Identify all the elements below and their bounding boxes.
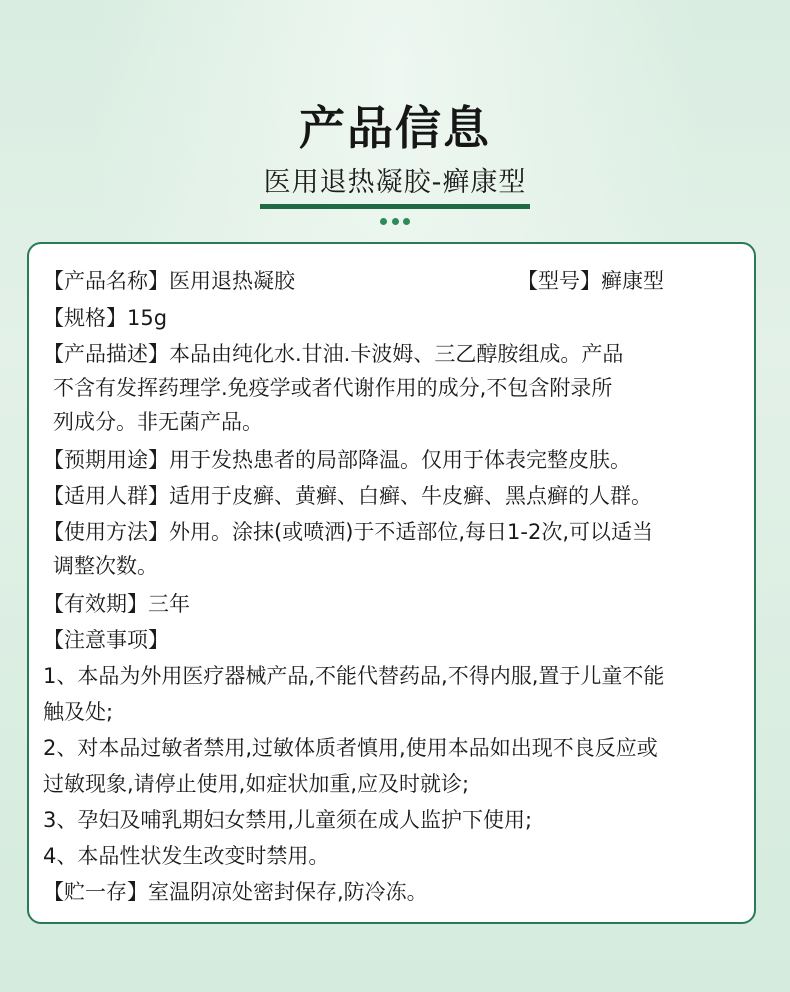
product-subtitle (260, 160, 531, 203)
subtitle-container (0, 160, 790, 203)
intended-use-value: 用于发热患者的局部降温。仅用于体表完整皮肤。 (169, 448, 631, 472)
dot-icon (392, 218, 399, 225)
validity-value: 三年 (148, 592, 190, 616)
applicable-crowd-row (43, 481, 652, 511)
decorative-dots (380, 218, 410, 226)
spec-row (43, 303, 167, 333)
note-2-line-1: 2、对本品过敏者禁用,过敏体质者慎用,使用本品如出现不良反应或 (43, 736, 658, 760)
applicable-crowd-value: 适用于皮癣、黄癣、白癣、牛皮癣、黑点癣的人群。 (169, 484, 652, 508)
note-2-line-2: 过敏现象,请停止使用,如症状加重,应及时就诊; (43, 772, 470, 796)
product-name-label: 【产品名称】 (43, 269, 169, 293)
note-1-line-1: 1、本品为外用医疗器械产品,不能代替药品,不得内服,置于儿童不能 (43, 664, 665, 688)
usage-method-row (43, 517, 653, 547)
usage-method-line-2: 调整次数。 (53, 554, 158, 578)
spec-label: 【规格】 (43, 306, 127, 330)
notes-label: 【注意事项】 (43, 628, 169, 652)
storage-label: 【贮一存】 (43, 880, 148, 904)
description-line-2: 不含有发挥药理学.免疫学或者代谢作用的成分,不包含附录所 (53, 376, 613, 400)
storage-value: 室温阴凉处密封保存,防冷冻。 (148, 880, 428, 904)
applicable-crowd-label: 【适用人群】 (43, 484, 169, 508)
spec-value: 15g (127, 306, 168, 330)
note-4: 4、本品性状发生改变时禁用。 (43, 844, 330, 868)
storage-row (43, 877, 428, 907)
note-3: 3、孕妇及哺乳期妇女禁用,儿童须在成人监护下使用; (43, 808, 533, 832)
model-label: 【型号】 (517, 269, 601, 293)
dot-icon (403, 218, 410, 225)
page-title: 产品信息 (299, 101, 491, 155)
subtitle-text: 医用退热凝胶-癣康型 (263, 167, 527, 198)
validity-row (43, 589, 190, 619)
validity-label: 【有效期】 (43, 592, 148, 616)
model-row (517, 266, 664, 296)
model-value: 癣康型 (601, 269, 664, 293)
usage-method-label: 【使用方法】 (43, 520, 169, 544)
subtitle-underline (260, 204, 531, 209)
product-name-value: 医用退热凝胶 (169, 269, 295, 293)
product-info-card (27, 242, 756, 924)
description-label: 【产品描述】 (43, 342, 169, 366)
usage-method-line-1: 外用。涂抹(或喷洒)于不适部位,每日1-2次,可以适当 (169, 520, 654, 544)
description-line-1: 本品由纯化水.甘油.卡波姆、三乙醇胺组成。产品 (169, 342, 624, 366)
dot-icon (380, 218, 387, 225)
product-name-row (43, 266, 295, 296)
description-line-3: 列成分。非无菌产品。 (53, 410, 263, 434)
note-1-line-2: 触及处; (43, 700, 114, 724)
intended-use-row (43, 445, 631, 475)
description-row (43, 339, 623, 369)
intended-use-label: 【预期用途】 (43, 448, 169, 472)
